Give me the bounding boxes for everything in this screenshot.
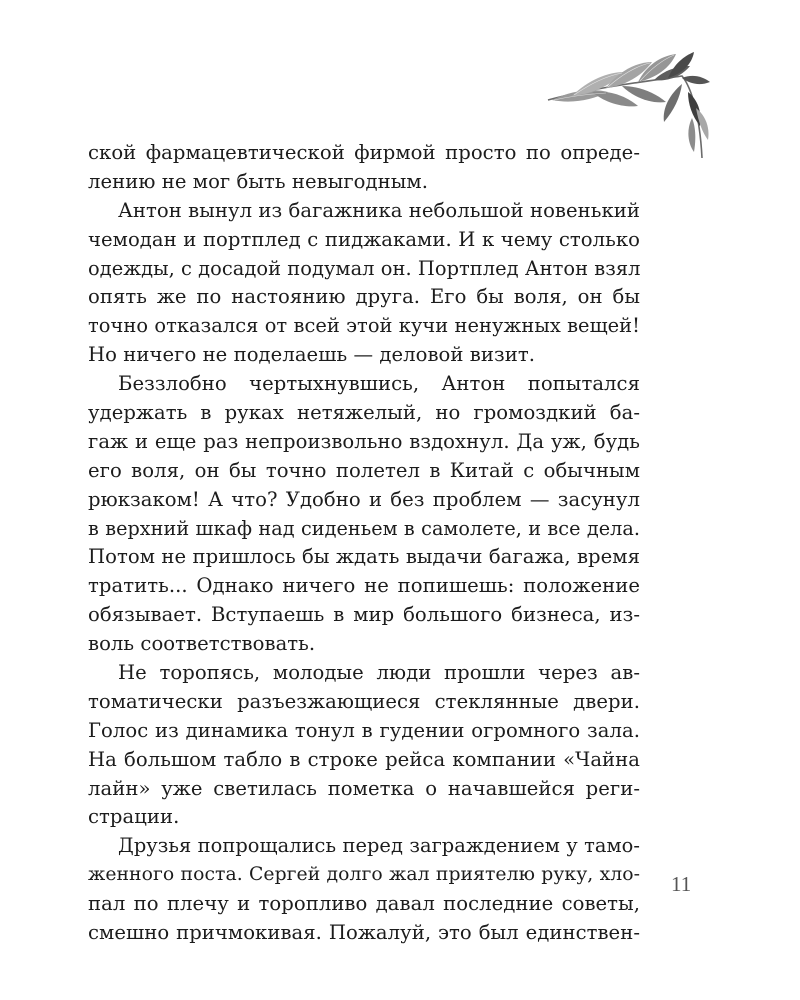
- text-line: На большом табло в строке рейса компании «Чайна: [88, 747, 640, 771]
- text-line: страции.: [88, 805, 180, 829]
- text-line: тратить... Однако ничего не попишешь: положение: [88, 574, 640, 598]
- paragraph-3: [88, 370, 640, 659]
- text-line: опять же по настоянию друга. Его бы воля, он бы: [88, 285, 640, 309]
- text-line: ской фармацевтической фирмой просто по опреде-: [88, 141, 640, 164]
- text-line: точно отказался от всей этой кучи ненужных вещей!: [88, 314, 640, 338]
- text-line: Беззлобно чертыхнувшись, Антон попытался: [118, 372, 640, 396]
- text-line: его воля, он бы точно полетел в Китай с обычным: [88, 458, 640, 482]
- text-line: Не торопясь, молодые люди прошли через ав-: [118, 661, 640, 685]
- text-line: томатически разъезжающиеся стеклянные двери.: [88, 689, 640, 713]
- text-line: обязывает. Вступаешь в мир большого бизнеса, из-: [88, 603, 640, 627]
- paragraph-4: [88, 659, 640, 832]
- text-line: Антон вынул из багажника небольшой новенький: [118, 198, 640, 222]
- text-line: Друзья попрощались перед заграждением у тамо-: [118, 834, 640, 858]
- text-line: лайн» уже светилась пометка о начавшейся реги-: [88, 776, 640, 800]
- text-line: в верхний шкаф над сиденьем в самолете, и все дела.: [88, 516, 640, 540]
- text-line: чемодан и портплед с пиджаками. И к чему столько: [88, 227, 640, 251]
- text-line: одежды, с досадой подумал он. Портплед Антон взял: [88, 256, 641, 280]
- paragraph-5: [88, 832, 640, 948]
- paragraph-1: [88, 139, 640, 197]
- text-line: Голос из динамика тонул в гудении огромного зала.: [88, 718, 640, 742]
- page-number: 11: [671, 872, 692, 896]
- text-line: пал по плечу и торопливо давал последние советы,: [88, 892, 640, 916]
- text-line: смешно причмокивая. Пожалуй, это был единствен-: [88, 921, 640, 945]
- text-line: Потом не пришлось бы ждать выдачи багажа, время: [88, 545, 640, 569]
- text-line: Но ничего не поделаешь — деловой визит.: [88, 343, 535, 367]
- body-text: [88, 139, 640, 948]
- text-line: гаж и еще раз непроизвольно вздохнул. Да уж, будь: [88, 429, 640, 453]
- text-line: лению не мог быть невыгодным.: [88, 169, 428, 193]
- text-line: рюкзаком! А что? Удобно и без проблем — засунул: [88, 487, 640, 511]
- text-line: воль соответствовать.: [88, 632, 316, 656]
- text-line: женного поста. Сергей долго жал приятелю руку, хло-: [88, 864, 640, 886]
- paragraph-2: [88, 197, 640, 370]
- text-line: удержать в руках нетяжелый, но громоздкий ба-: [88, 401, 640, 425]
